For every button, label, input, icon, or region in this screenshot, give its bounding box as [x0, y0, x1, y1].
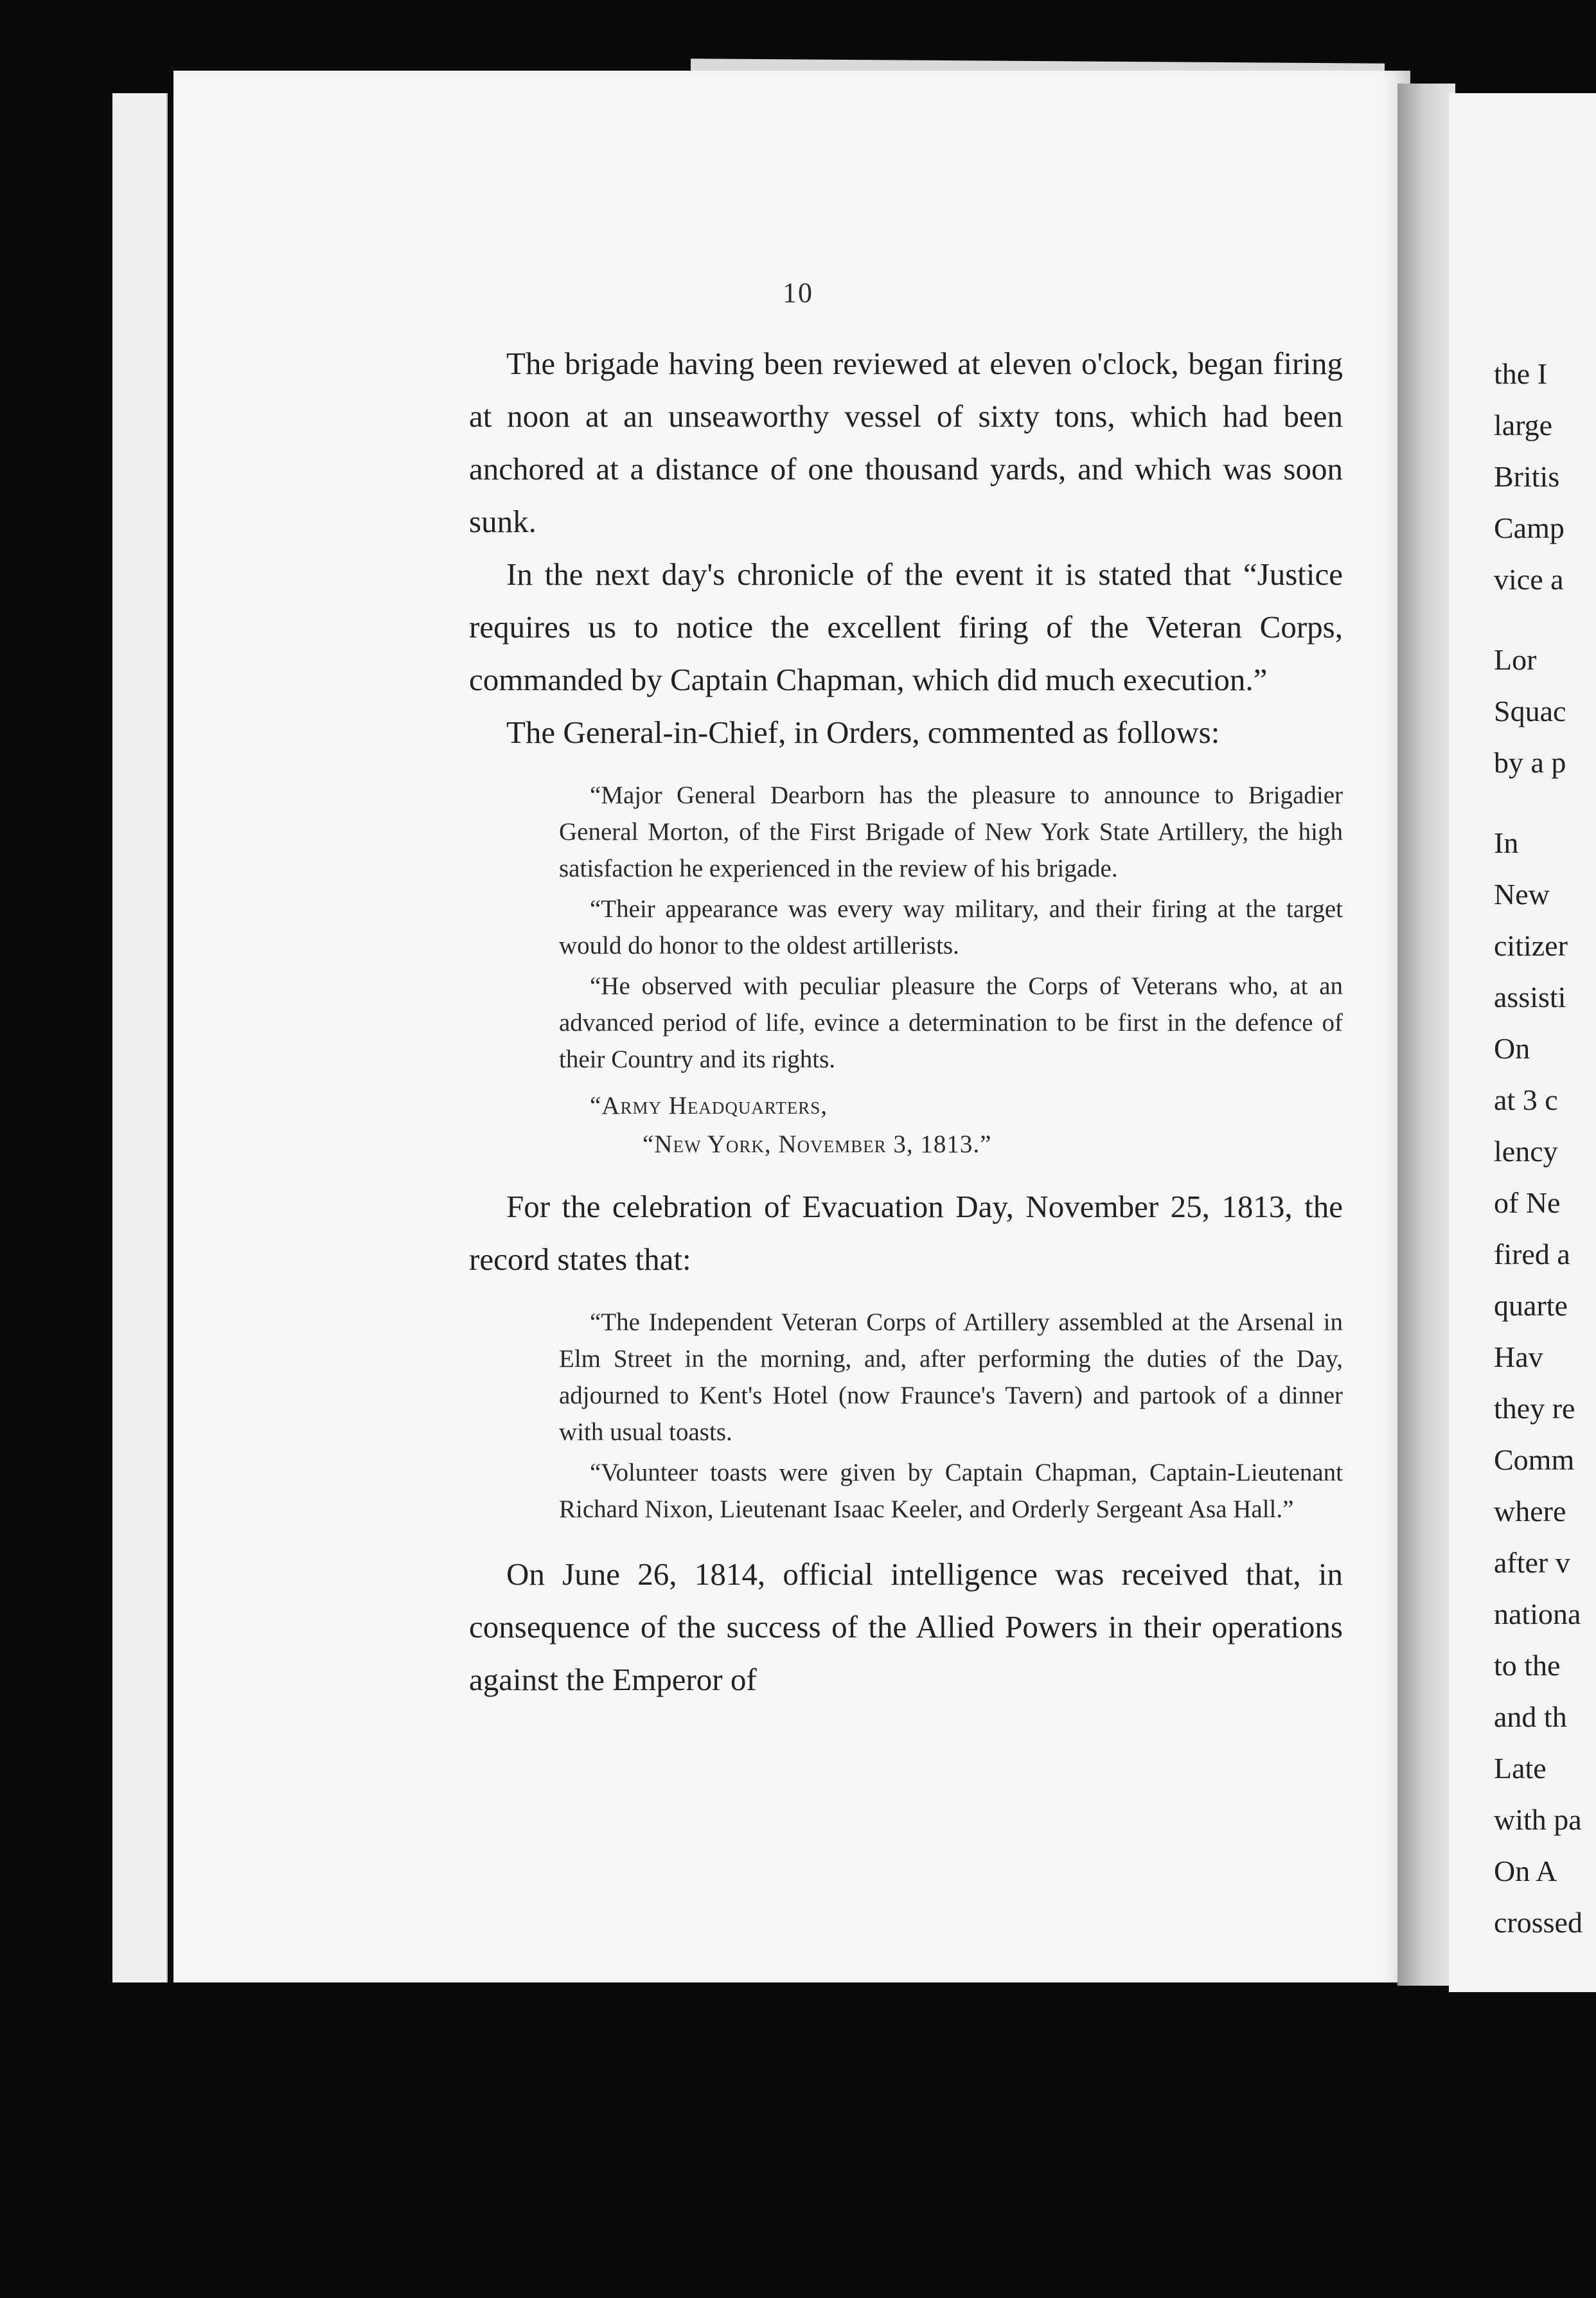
right-page [1449, 93, 1596, 1992]
page-body [469, 337, 1343, 1706]
right-page-line: assisti [1494, 981, 1566, 1013]
quote-paragraph: “He observed with peculiar pleasure the Corps of Veterans who, at an advanced period of life, evince a determination to be first in the defence of their Country and its rights. [559, 972, 1343, 1073]
right-page-line: of Ne [1494, 1186, 1561, 1219]
right-page-line: Camp [1494, 512, 1565, 544]
right-page-line: large [1494, 409, 1553, 441]
quote-paragraph: “Major General Dearborn has the pleasure to announce to Brigadier General Morton, of the First Brigade of New York State Artillery, the high satisfaction he experienced in the review of his brigade. [559, 781, 1343, 882]
right-page-line: to the [1494, 1649, 1561, 1682]
paragraph: For the celebration of Evacuation Day, November 25, 1813, the record states that: [469, 1189, 1343, 1277]
block-quote [559, 1304, 1343, 1528]
paragraph: On June 26, 1814, official intelligence was received that, in consequence of the success of the Allied Powers in their operations against the Emperor of [469, 1556, 1343, 1697]
right-page-line: Hav [1494, 1340, 1543, 1373]
quote-signoff [559, 1087, 1343, 1164]
right-page-line: Comm [1494, 1443, 1575, 1476]
right-page-line: nationa [1494, 1598, 1581, 1630]
page-number: 10 [783, 277, 813, 308]
signoff-line: “New York, November 3, 1813.” [643, 1130, 992, 1158]
right-page-line: they re [1494, 1392, 1575, 1425]
quote-paragraph: “The Independent Veteran Corps of Artillery assembled at the Arsenal in Elm Street in the morning, and, after performing the duties of the Day, adjourned to Kent's Hotel (now Fraunce's Tavern) and partook of a dinner with usual toasts. [559, 1308, 1343, 1446]
signoff-line: “Army Headquarters, [590, 1092, 828, 1119]
right-page-line: lency [1494, 1135, 1558, 1168]
right-page-line: at 3 c [1494, 1083, 1558, 1116]
right-page-line: where [1494, 1495, 1566, 1528]
quote-paragraph: “Their appearance was every way military, and their firing at the target would do honor to the oldest artillerists. [559, 895, 1343, 959]
right-page-line: In [1494, 826, 1519, 859]
quote-paragraph: “Volunteer toasts were given by Captain Chapman, Captain-Lieutenant Richard Nixon, Lieutenant Isaac Keeler, and Orderly Sergeant Asa Hall.” [559, 1459, 1343, 1523]
book-gutter [1397, 84, 1455, 1986]
right-page-line: New [1494, 878, 1550, 911]
right-page-line: vice a [1494, 563, 1564, 596]
right-page-line: fired a [1494, 1238, 1570, 1270]
paragraph: In the next day's chronicle of the event it is stated that “Justice requires us to notice the excellent firing of the Veteran Corps, commanded by Captain Chapman, which did much execution.” [469, 557, 1343, 697]
block-quote [559, 777, 1343, 1164]
right-page-line: and th [1494, 1700, 1567, 1733]
right-page-line: On A [1494, 1855, 1557, 1887]
right-page-line: Britis [1494, 460, 1560, 493]
right-page-line: the I [1494, 357, 1548, 390]
right-page-line: Squac [1494, 695, 1566, 727]
right-page-line: after v [1494, 1546, 1570, 1579]
right-page-line: by a p [1494, 746, 1566, 779]
right-page-line: citizer [1494, 929, 1568, 962]
paragraph: The brigade having been reviewed at eleven o'clock, began firing at noon at an unseaworthy vessel of sixty tons, which had been anchored at a distance of one thousand yards, and which was soon sunk. [469, 346, 1343, 539]
right-page-line: with pa [1494, 1803, 1582, 1836]
paragraph: The General-in-Chief, in Orders, commented as follows: [506, 715, 1220, 750]
right-page-line: quarte [1494, 1289, 1568, 1322]
right-page-line: On [1494, 1032, 1530, 1065]
right-page-line: Lor [1494, 643, 1537, 676]
right-page-line: crossed [1494, 1906, 1583, 1939]
right-page-line: Late [1494, 1752, 1547, 1785]
